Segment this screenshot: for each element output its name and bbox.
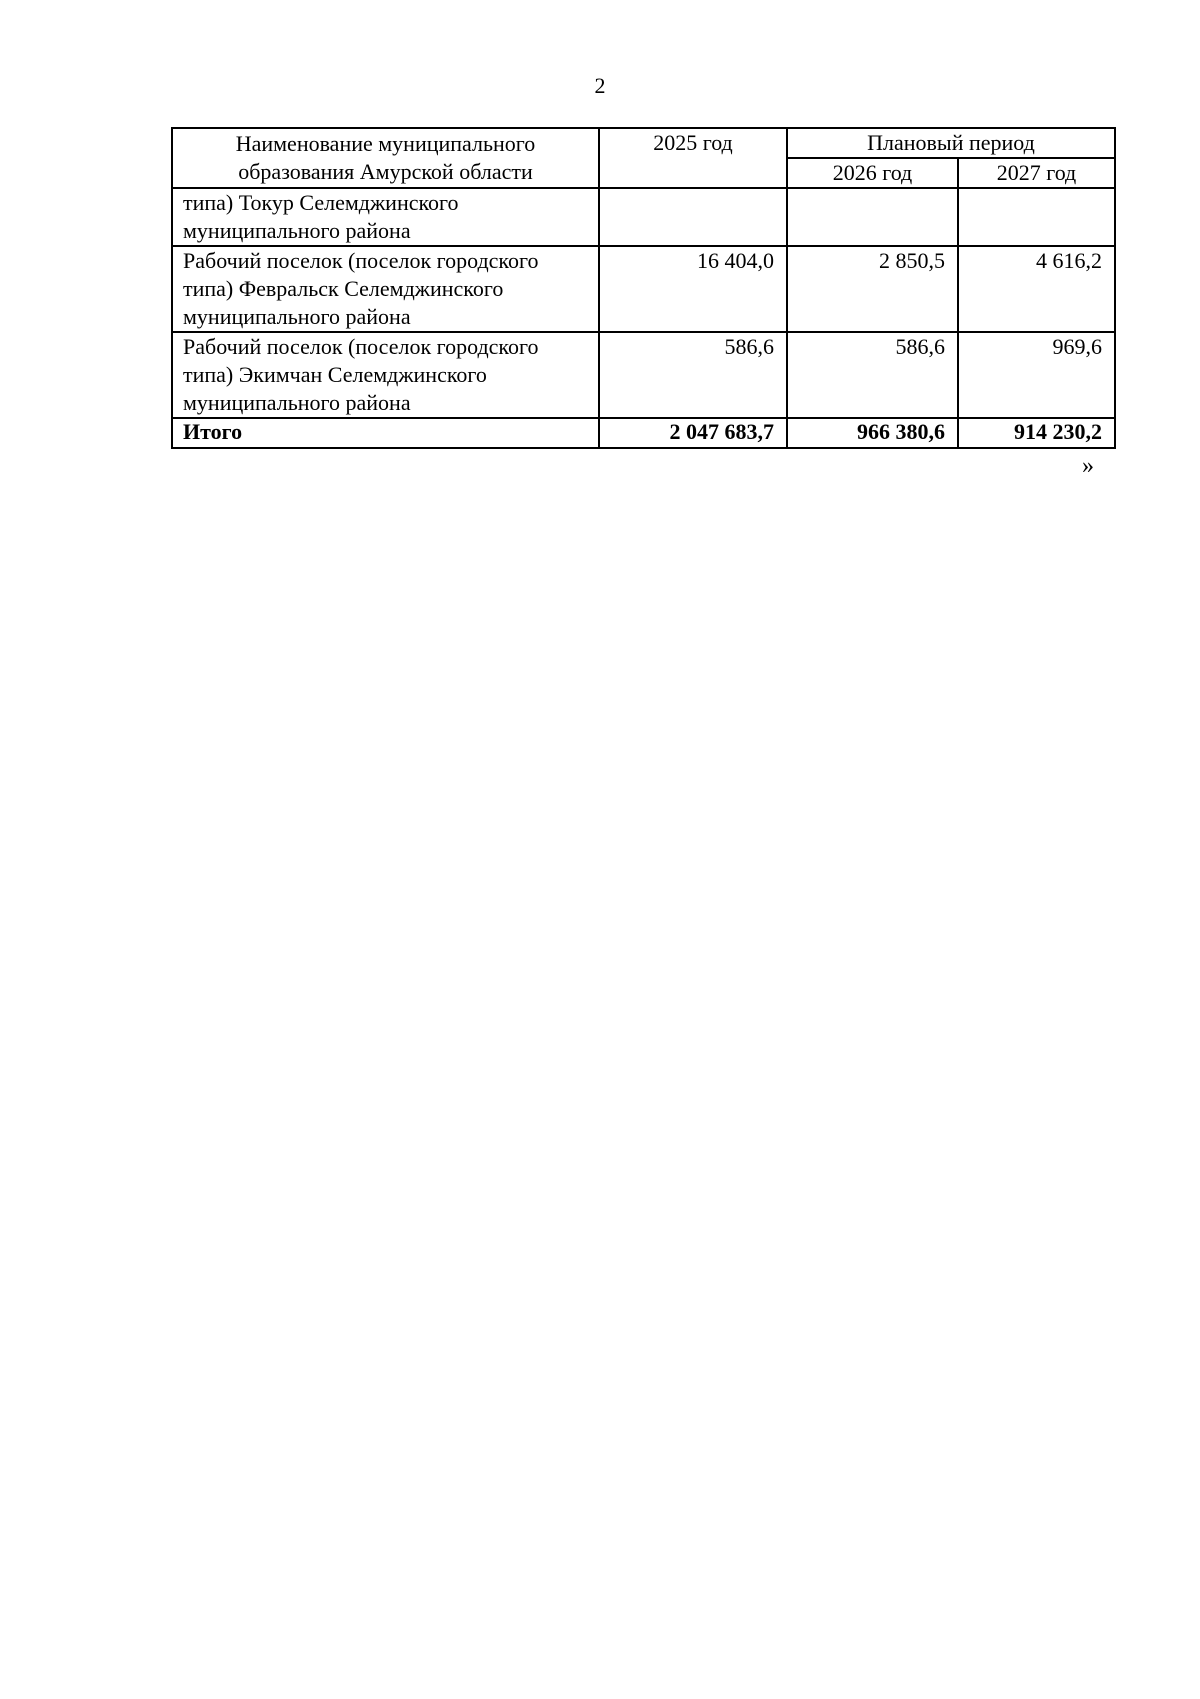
- total-row: [172, 418, 1115, 448]
- closing-quote: »: [1082, 453, 1094, 479]
- budget-table: [171, 127, 1116, 449]
- page-number: 2: [594, 73, 606, 98]
- value-2026-cell: 586,6: [787, 332, 958, 418]
- value-2026-cell: [787, 188, 958, 246]
- municipality-name-cell: Рабочий поселок (поселок городского типа) Экимчан Селемджинского муниципального района: [172, 332, 599, 418]
- header-row-1: [172, 128, 1115, 158]
- header-year-2027: 2027 год: [958, 158, 1115, 188]
- value-2025-cell: [599, 188, 787, 246]
- header-year-2026: 2026 год: [787, 158, 958, 188]
- table-row: [172, 246, 1115, 332]
- header-year-2025: 2025 год: [599, 128, 787, 188]
- municipality-name-cell: типа) Токур Селемджинского муниципального района: [172, 188, 599, 246]
- total-2027-cell: 914 230,2: [958, 418, 1115, 448]
- total-label-cell: Итого: [172, 418, 599, 448]
- value-2026-cell: 2 850,5: [787, 246, 958, 332]
- table-row: [172, 332, 1115, 418]
- header-planned-period: Плановый период: [787, 128, 1115, 158]
- header-municipality-name: Наименование муниципального образования Амурской области: [172, 128, 599, 188]
- value-2027-cell: 969,6: [958, 332, 1115, 418]
- total-2025-cell: 2 047 683,7: [599, 418, 787, 448]
- total-2026-cell: 966 380,6: [787, 418, 958, 448]
- table-row: [172, 188, 1115, 246]
- value-2027-cell: 4 616,2: [958, 246, 1115, 332]
- municipality-name-cell: Рабочий поселок (поселок городского типа) Февральск Селемджинского муниципального района: [172, 246, 599, 332]
- value-2025-cell: 16 404,0: [599, 246, 787, 332]
- value-2025-cell: 586,6: [599, 332, 787, 418]
- value-2027-cell: [958, 188, 1115, 246]
